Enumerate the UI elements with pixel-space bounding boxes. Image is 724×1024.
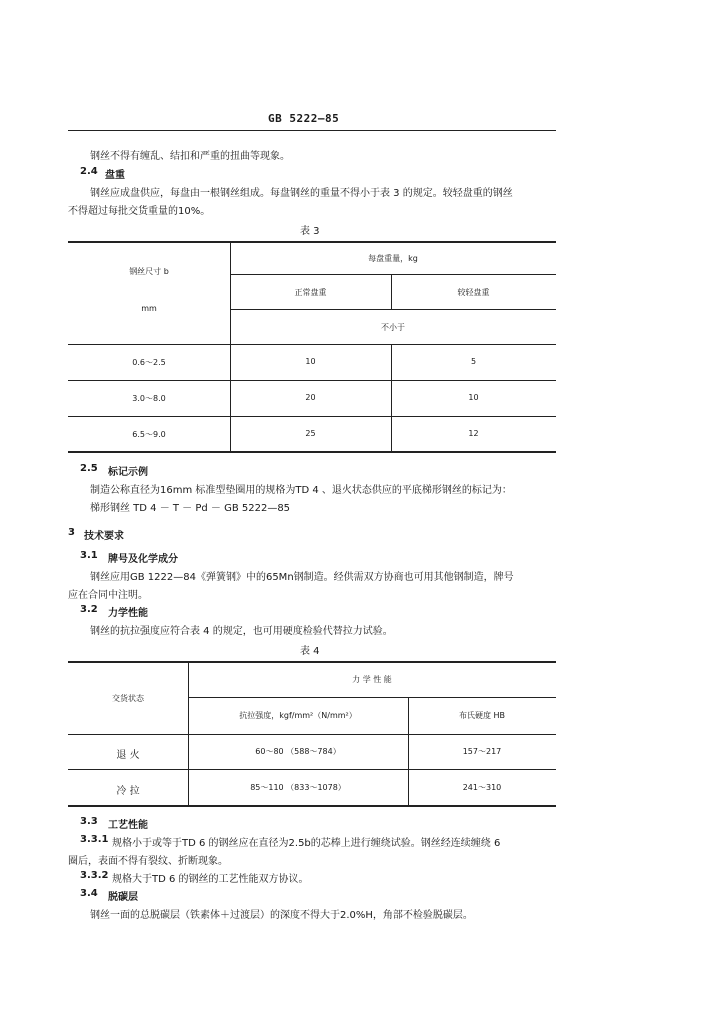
- table-4-header-state: 交货状态: [112, 694, 144, 703]
- section-3-4-title: 脱碳层: [108, 892, 138, 903]
- section-3-3-2-text-line1: 规格大于TD 6 的钢丝的工艺性能双方协议。: [112, 874, 309, 885]
- table-3-cell-normal: 10: [305, 357, 316, 366]
- section-3-3-1-text-line2: 圈后，表面不得有裂纹、折断现象。: [68, 856, 228, 867]
- table-3-cell-size: 0.6～2.5: [132, 358, 166, 367]
- section-3-1-title: 牌号及化学成分: [108, 554, 178, 565]
- table-3-cell-size: 3.0～8.0: [132, 394, 166, 403]
- table-3-header-light: 较轻盘重: [457, 288, 490, 297]
- table-3-cell-light: 12: [468, 429, 479, 438]
- table-3-header-weight: 每盘重量，kg: [368, 254, 418, 263]
- section-3-3-number: 3.3: [80, 816, 98, 827]
- section-3-3-1-text-line1: 规格小于或等于TD 6 的钢丝应在直径为2.5b的芯棒上进行缠绕试验。钢丝经连续缠绕 6: [112, 838, 501, 849]
- table-3-header-size: 钢丝尺寸 b: [129, 267, 169, 276]
- section-3-1-text-line1: 钢丝应用GB 1222—84《弹簧钢》中的65Mn钢制造。经供需双方协商也可用其他钢制造，牌号: [90, 572, 514, 583]
- section-3-title: 技术要求: [84, 531, 124, 542]
- table-3-cell-size: 6.5～9.0: [132, 430, 166, 439]
- table-3-header-min: 不小于: [381, 323, 405, 332]
- table-4-caption: 表 4: [300, 646, 320, 657]
- section-2-5-number: 2.5: [80, 463, 98, 474]
- table-4-cell-state: 冷 拉: [116, 786, 140, 797]
- header-rule: [68, 130, 556, 131]
- table-3-cell-light: 10: [468, 393, 479, 402]
- table-rule: [68, 769, 556, 770]
- table-rule: [68, 451, 556, 453]
- table-rule: [68, 416, 556, 417]
- section-2-4-title: 盘重: [105, 170, 125, 181]
- section-2-4-text-line1: 钢丝应成盘供应，每盘由一根钢丝组成。每盘钢丝的重量不得小于表 3 的规定。较轻盘重的钢丝: [90, 188, 513, 199]
- table-rule: [68, 344, 556, 345]
- table-4-cell-tensile: 85～110 （833～1078）: [250, 783, 346, 792]
- table-4-header-mechanical: 力 学 性 能: [352, 675, 392, 684]
- table-3-cell-light: 5: [470, 357, 477, 366]
- section-3-4-text-line1: 钢丝一面的总脱碳层（铁素体＋过渡层）的深度不得大于2.0%H，角部不检验脱碳层。: [90, 910, 473, 921]
- table-rule: [68, 241, 556, 243]
- table-3-cell-normal: 20: [305, 393, 316, 402]
- table-rule: [68, 734, 556, 735]
- section-2-5-text-line1: 制造公称直径为16mm 标准型垫圈用的规格为TD 4 、退火状态供应的平底梯形钢丝的标记为：: [90, 485, 512, 496]
- table-rule: [188, 697, 556, 698]
- table-rule: [230, 274, 556, 275]
- table-4-cell-state: 退 火: [116, 750, 140, 761]
- section-3-3-title: 工艺性能: [108, 820, 148, 831]
- section-3-1-number: 3.1: [80, 550, 98, 561]
- section-3-2-text-line1: 钢丝的抗拉强度应符合表 4 的规定，也可用硬度检验代替拉力试验。: [90, 626, 393, 637]
- table-4-cell-hardness: 241～310: [462, 783, 502, 792]
- table-4-header-hardness: 布氏硬度 HB: [458, 711, 506, 720]
- table-4-cell-tensile: 60～80 （588～784）: [255, 747, 341, 756]
- table-rule: [68, 805, 556, 807]
- section-3-3-2-number: 3.3.2: [80, 870, 109, 881]
- table-4-header-tensile: 抗拉强度，kgf/mm²（N/mm²）: [239, 711, 357, 720]
- table-3-caption: 表 3: [300, 226, 320, 237]
- document-header: GB 5222—85: [268, 112, 340, 125]
- section-3-2-title: 力学性能: [108, 608, 148, 619]
- intro-paragraph: 钢丝不得有缠乱、结扣和严重的扭曲等现象。: [90, 151, 290, 162]
- table-rule: [68, 380, 556, 381]
- table-3-header-unit: mm: [141, 304, 157, 313]
- section-3-3-1-number: 3.3.1: [80, 834, 109, 845]
- section-2-5-text-line2: 梯形钢丝 TD 4 － T － Pd － GB 5222—85: [90, 503, 291, 514]
- table-4-cell-hardness: 157～217: [462, 747, 502, 756]
- table-rule: [68, 661, 556, 663]
- section-3-number: 3: [68, 527, 75, 538]
- table-rule: [230, 309, 556, 310]
- table-rule: [230, 241, 231, 451]
- section-2-4-text-line2: 不得超过每批交货重量的10%。: [68, 206, 211, 217]
- section-3-4-number: 3.4: [80, 888, 98, 899]
- section-2-4-number: 2.4: [80, 166, 98, 177]
- section-3-1-text-line2: 应在合同中注明。: [68, 590, 148, 601]
- section-2-5-title: 标记示例: [108, 467, 148, 478]
- table-3-header-normal: 正常盘重: [294, 288, 327, 297]
- table-3-cell-normal: 25: [305, 429, 316, 438]
- section-3-2-number: 3.2: [80, 604, 98, 615]
